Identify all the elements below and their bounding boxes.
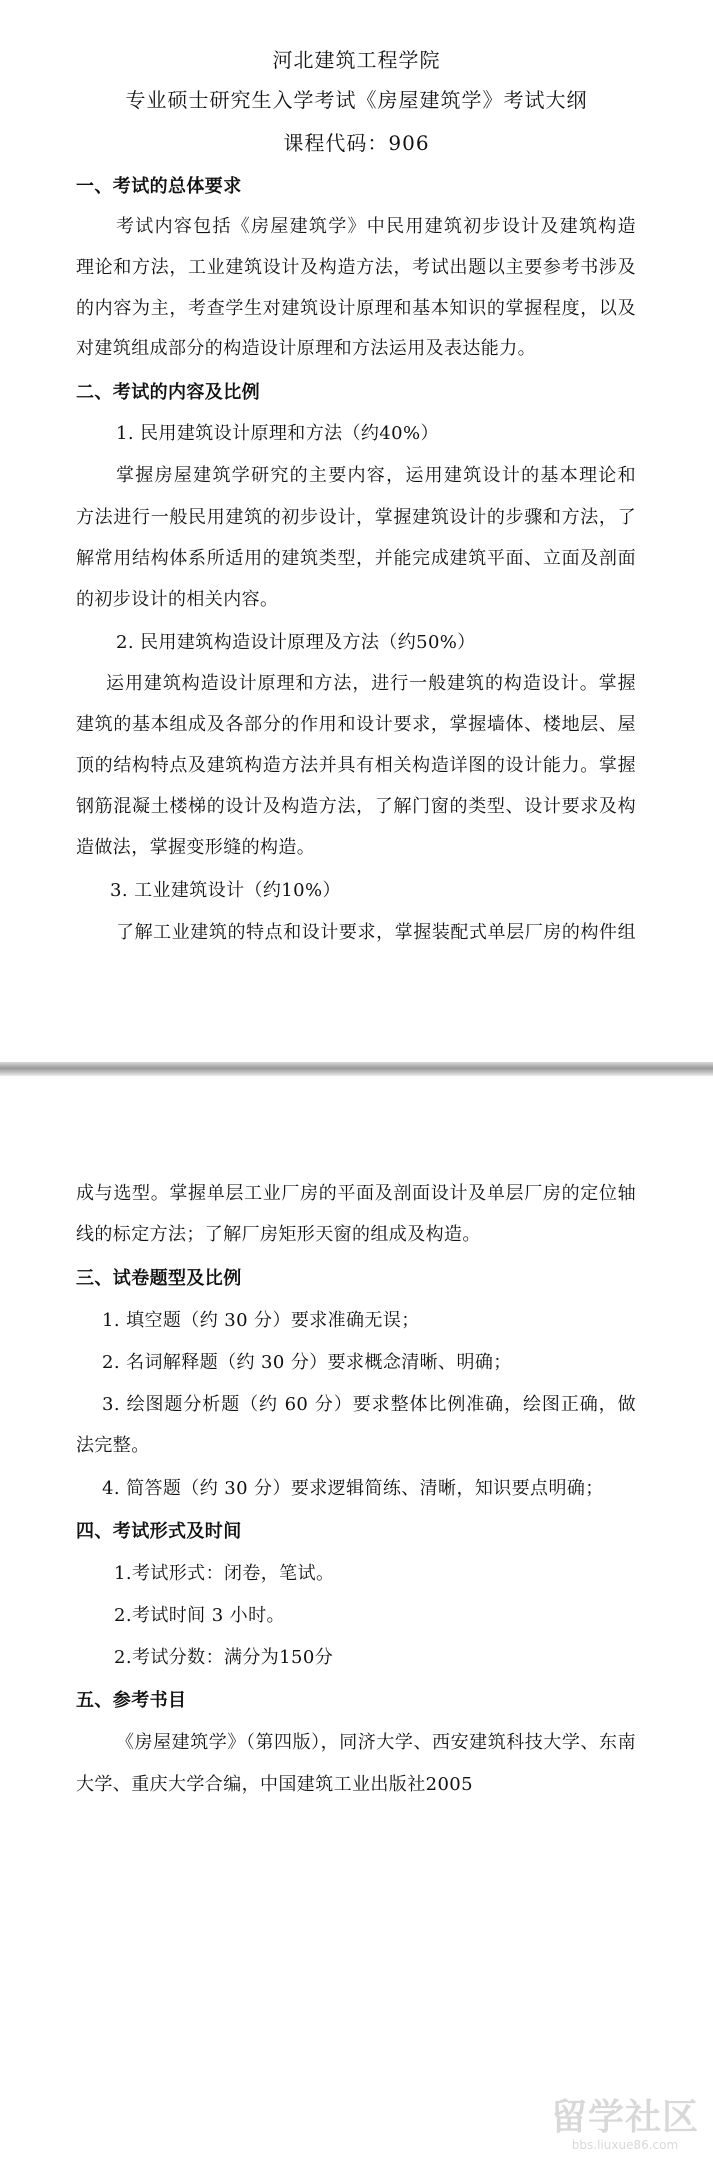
list-item: 2. 名词解释题（约 30 分）要求概念清晰、明确； bbox=[102, 1352, 512, 1373]
watermark-url: bbs.liuxue86.com bbox=[571, 2138, 679, 2152]
paragraph-line: 造做法，掌握变形缝的构造。 bbox=[76, 837, 316, 858]
paragraph-line: 方法进行一般民用建筑的初步设计，掌握建筑设计的步骤和方法，了 bbox=[76, 507, 636, 528]
page-separator bbox=[0, 1062, 713, 1076]
paragraph-line: 成与选型。掌握单层工业厂房的平面及剖面设计及单层厂房的定位轴 bbox=[76, 1183, 636, 1204]
paragraph-line: 的内容为主，考查学生对建筑设计原理和基本知识的掌握程度，以及 bbox=[76, 298, 636, 319]
paragraph-line: 了解工业建筑的特点和设计要求，掌握装配式单层厂房的构件组 bbox=[116, 922, 636, 943]
list-item: 1.考试形式：闭卷，笔试。 bbox=[114, 1563, 335, 1584]
reference-line: 《房屋建筑学》（第四版），同济大学、西安建筑科技大学、东南 bbox=[116, 1732, 636, 1753]
subsection-title: 2. 民用建筑构造设计原理及方法（约50%） bbox=[116, 632, 476, 653]
paragraph-line: 建筑的基本组成及各部分的作用和设计要求，掌握墙体、楼地层、屋 bbox=[76, 714, 636, 735]
paragraph-line: 线的标定方法；了解厂房矩形天窗的组成及构造。 bbox=[76, 1224, 481, 1245]
paragraph-line: 理论和方法，工业建筑设计及构造方法，考试出题以主要参考书涉及 bbox=[76, 257, 636, 278]
section-4-heading: 四、考试形式及时间 bbox=[76, 1521, 242, 1542]
watermark-logo: 留学社区 bbox=[550, 2097, 699, 2138]
site-watermark bbox=[545, 2098, 705, 2156]
course-code: 课程代码：906 bbox=[283, 131, 430, 155]
paragraph-line: 的初步设计的相关内容。 bbox=[76, 589, 279, 610]
paragraph-line: 解常用结构体系所适用的建筑类型，并能完成建筑平面、立面及剖面 bbox=[76, 548, 636, 569]
school-title: 河北建筑工程学院 bbox=[272, 48, 441, 72]
exam-title: 专业硕士研究生入学考试《房屋建筑学》考试大纲 bbox=[125, 88, 588, 112]
list-item: 2.考试分数：满分为150分 bbox=[114, 1647, 334, 1668]
paragraph-line: 钢筋混凝土楼梯的设计及构造方法，了解门窗的类型、设计要求及构 bbox=[76, 796, 636, 817]
section-3-heading: 三、试卷题型及比例 bbox=[76, 1268, 242, 1289]
section-5-heading: 五、参考书目 bbox=[76, 1690, 187, 1711]
subsection-title: 3. 工业建筑设计（约10%） bbox=[110, 880, 341, 901]
paragraph-line: 考试内容包括《房屋建筑学》中民用建筑初步设计及建筑构造 bbox=[116, 216, 636, 237]
paragraph-line: 对建筑组成部分的构造设计原理和方法运用及表达能力。 bbox=[76, 338, 536, 359]
subsection-title: 1. 民用建筑设计原理和方法（约40%） bbox=[116, 423, 439, 444]
list-item: 3. 绘图题分析题（约 60 分）要求整体比例准确，绘图正确，做 bbox=[102, 1394, 636, 1415]
list-item-continuation: 法完整。 bbox=[76, 1435, 150, 1456]
list-item: 1. 填空题（约 30 分）要求准确无误； bbox=[102, 1310, 420, 1331]
paragraph-line: 运用建筑构造设计原理和方法，进行一般建筑的构造设计。掌握 bbox=[106, 673, 636, 694]
reference-line: 大学、重庆大学合编，中国建筑工业出版社2005 bbox=[76, 1774, 474, 1795]
paragraph-line: 顶的结构特点及建筑构造方法并具有相关构造详图的设计能力。掌握 bbox=[76, 755, 636, 776]
list-item: 4. 简答题（约 30 分）要求逻辑简练、清晰，知识要点明确； bbox=[102, 1478, 604, 1499]
section-2-heading: 二、考试的内容及比例 bbox=[76, 382, 260, 403]
list-item: 2.考试时间 3 小时。 bbox=[114, 1605, 285, 1626]
paragraph-line: 掌握房屋建筑学研究的主要内容，运用建筑设计的基本理论和 bbox=[116, 465, 636, 486]
section-1-heading: 一、考试的总体要求 bbox=[76, 176, 242, 197]
